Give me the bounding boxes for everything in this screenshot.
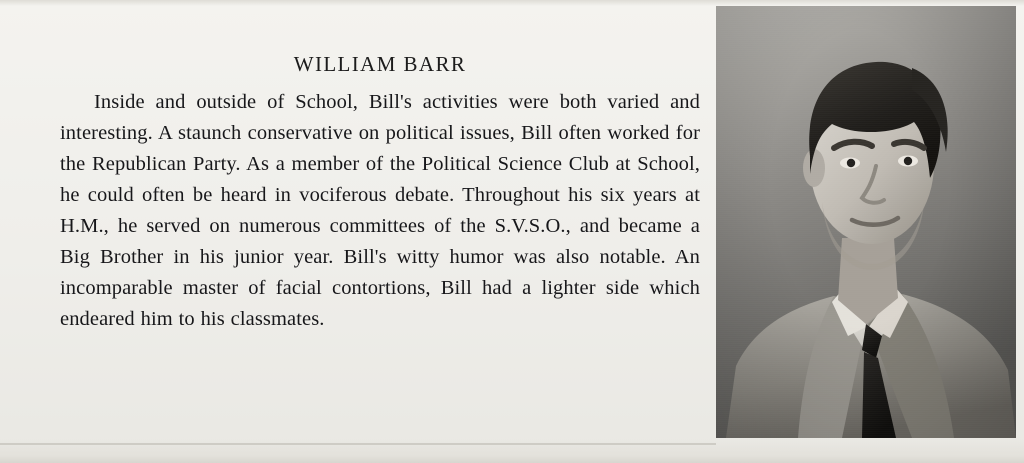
- portrait-image: [716, 6, 1016, 438]
- entry-text-column: [60, 52, 700, 335]
- entry-name-heading: WILLIAM BARR: [293, 52, 467, 76]
- page-fold-line: [0, 443, 716, 445]
- portrait-photo: [716, 6, 1016, 438]
- entry-body-text: Inside and outside of School, Bill's activities were both varied and interesting. A staunch conservative on political issues, Bill often worked for the Republican Party. As a member of the Political Science Club at School, he could often be heard in vociferous debate. Throughout his six years at H.M., he served on numerous committees of the S.V.S.O., and became a Big Brother in his junior year. Bill's witty humor was also notable. An incomparable master of facial contortions, Bill had a lighter side which endeared him to his classmates.: [60, 91, 700, 330]
